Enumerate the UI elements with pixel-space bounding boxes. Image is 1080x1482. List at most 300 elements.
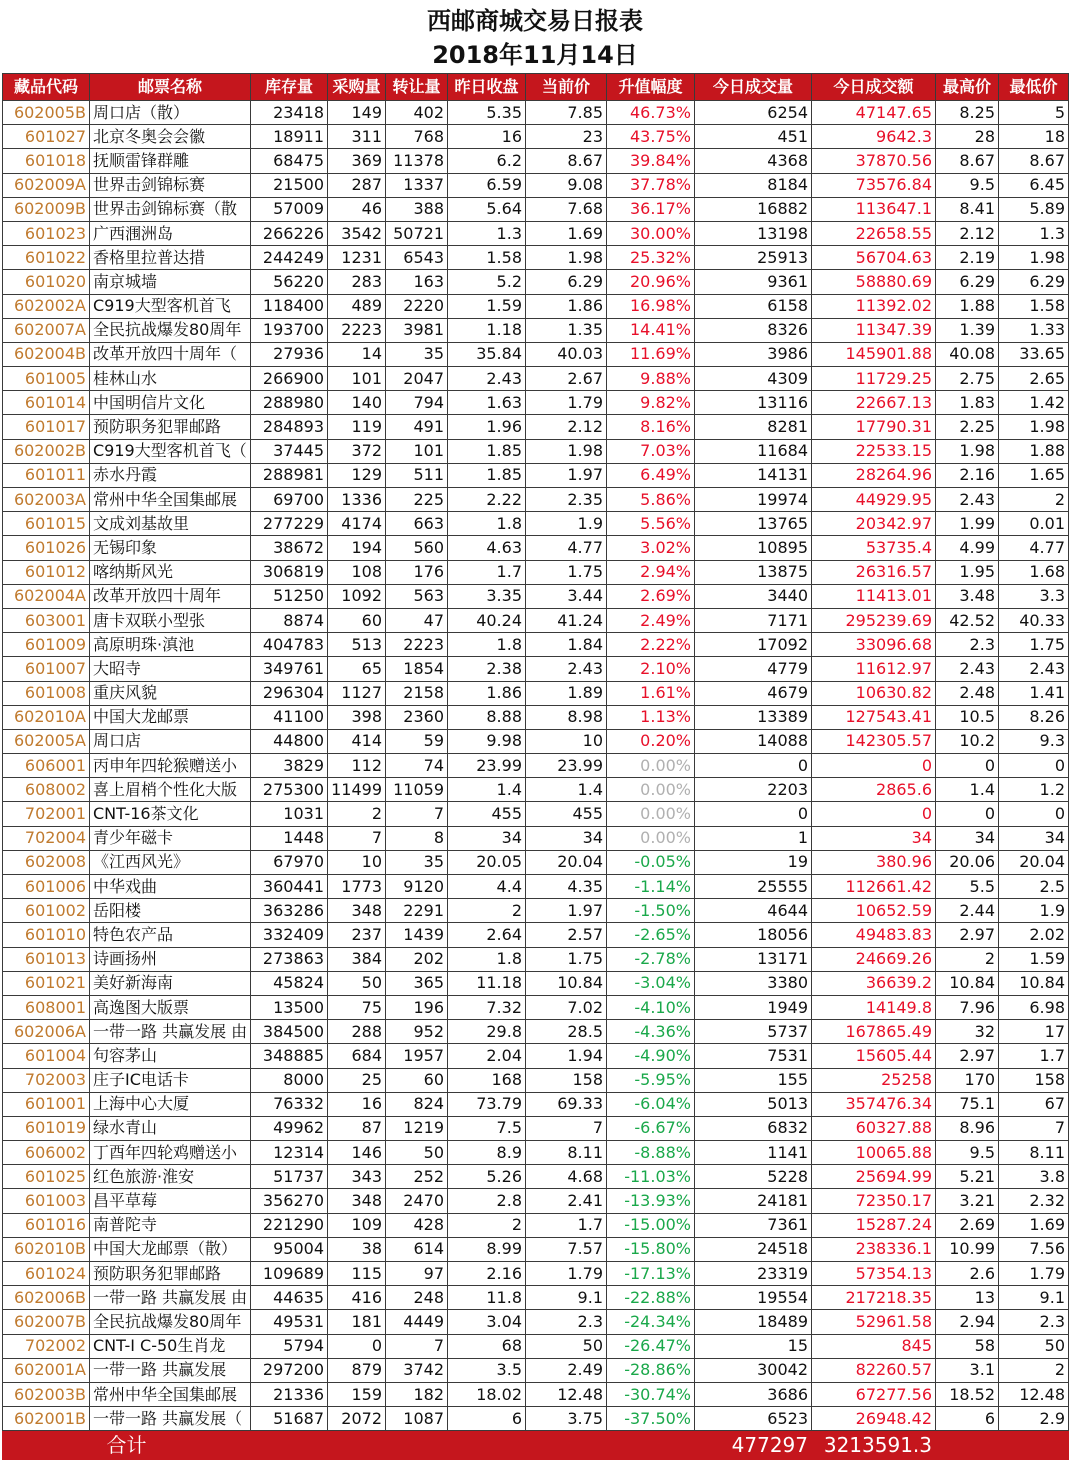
- cell-high: 1.39: [936, 318, 999, 342]
- cell-volume: 6832: [695, 1116, 812, 1140]
- cell-high: 2.12: [936, 221, 999, 245]
- cell-prev-close: 455: [448, 802, 526, 826]
- cell-volume: 17092: [695, 633, 812, 657]
- cell-purchase: 4174: [328, 512, 386, 536]
- cell-prev-close: 1.58: [448, 246, 526, 270]
- table-row: [3, 463, 1069, 487]
- cell-name: 改革开放四十周年（: [90, 342, 251, 366]
- cell-amount: 357476.34: [812, 1092, 936, 1116]
- cell-low: 2.32: [999, 1189, 1069, 1213]
- cell-low: 1.9: [999, 899, 1069, 923]
- cell-high: 1.95: [936, 560, 999, 584]
- cell-name: 《江西风光》: [90, 850, 251, 874]
- cell-stock: 266226: [251, 221, 328, 245]
- cell-volume: 1: [695, 826, 812, 850]
- cell-code: 601012: [3, 560, 90, 584]
- cell-stock: 5794: [251, 1334, 328, 1358]
- cell-prev-close: 168: [448, 1068, 526, 1092]
- cell-high: 1.83: [936, 391, 999, 415]
- cell-change: -4.36%: [607, 1020, 695, 1044]
- table-row: [3, 221, 1069, 245]
- cell-low: 40.33: [999, 608, 1069, 632]
- cell-high: 9.5: [936, 1141, 999, 1165]
- table-row: [3, 536, 1069, 560]
- cell-current-price: 23: [526, 125, 607, 149]
- cell-volume: 4644: [695, 899, 812, 923]
- cell-volume: 7531: [695, 1044, 812, 1068]
- cell-prev-close: 3.04: [448, 1310, 526, 1334]
- cell-volume: 2203: [695, 778, 812, 802]
- cell-name: 高逸图大版票: [90, 995, 251, 1019]
- cell-stock: 76332: [251, 1092, 328, 1116]
- cell-volume: 7171: [695, 608, 812, 632]
- cell-volume: 6254: [695, 101, 812, 125]
- cell-amount: 25258: [812, 1068, 936, 1092]
- cell-high: 5.5: [936, 875, 999, 899]
- cell-amount: 52961.58: [812, 1310, 936, 1334]
- table-row: [3, 657, 1069, 681]
- cell-transfer: 402: [386, 101, 448, 125]
- cell-purchase: 159: [328, 1382, 386, 1406]
- cell-current-price: 1.75: [526, 560, 607, 584]
- cell-change: 30.00%: [607, 221, 695, 245]
- cell-current-price: 7.02: [526, 995, 607, 1019]
- cell-change: 5.56%: [607, 512, 695, 536]
- table-row: [3, 995, 1069, 1019]
- cell-code: 601006: [3, 875, 90, 899]
- cell-low: 3.3: [999, 584, 1069, 608]
- cell-stock: 37445: [251, 439, 328, 463]
- cell-amount: 11347.39: [812, 318, 936, 342]
- table-body: [3, 101, 1069, 1431]
- cell-current-price: 23.99: [526, 754, 607, 778]
- cell-amount: 295239.69: [812, 608, 936, 632]
- cell-low: 4.77: [999, 536, 1069, 560]
- cell-name: 文成刘基故里: [90, 512, 251, 536]
- table-row: [3, 197, 1069, 221]
- cell-high: 3.48: [936, 584, 999, 608]
- cell-amount: 112661.42: [812, 875, 936, 899]
- cell-purchase: 129: [328, 463, 386, 487]
- cell-stock: 51250: [251, 584, 328, 608]
- cell-purchase: 65: [328, 657, 386, 681]
- cell-current-price: 4.68: [526, 1165, 607, 1189]
- cell-name: 青少年磁卡: [90, 826, 251, 850]
- cell-volume: 18489: [695, 1310, 812, 1334]
- cell-code: 601025: [3, 1165, 90, 1189]
- cell-current-price: 1.69: [526, 221, 607, 245]
- cell-transfer: 824: [386, 1092, 448, 1116]
- cell-prev-close: 68: [448, 1334, 526, 1358]
- cell-name: 预防职务犯罪邮路: [90, 415, 251, 439]
- cell-stock: 244249: [251, 246, 328, 270]
- cell-purchase: 2223: [328, 318, 386, 342]
- cell-prev-close: 73.79: [448, 1092, 526, 1116]
- cell-transfer: 163: [386, 270, 448, 294]
- table-row: [3, 1165, 1069, 1189]
- cell-volume: 3986: [695, 342, 812, 366]
- cell-current-price: 1.4: [526, 778, 607, 802]
- cell-change: 14.41%: [607, 318, 695, 342]
- cell-high: 8.67: [936, 149, 999, 173]
- cell-purchase: 87: [328, 1116, 386, 1140]
- cell-volume: 19554: [695, 1286, 812, 1310]
- cell-code: 602005A: [3, 729, 90, 753]
- cell-stock: 404783: [251, 633, 328, 657]
- cell-purchase: 7: [328, 826, 386, 850]
- cell-stock: 284893: [251, 415, 328, 439]
- cell-high: 2.48: [936, 681, 999, 705]
- cell-high: 9.5: [936, 173, 999, 197]
- cell-amount: 26948.42: [812, 1407, 936, 1431]
- cell-change: -5.95%: [607, 1068, 695, 1092]
- cell-change: -37.50%: [607, 1407, 695, 1431]
- cell-prev-close: 1.8: [448, 512, 526, 536]
- cell-amount: 22667.13: [812, 391, 936, 415]
- cell-stock: 360441: [251, 875, 328, 899]
- cell-name: 中国大龙邮票: [90, 705, 251, 729]
- cell-amount: 47147.65: [812, 101, 936, 125]
- cell-transfer: 6543: [386, 246, 448, 270]
- cell-high: 40.08: [936, 342, 999, 366]
- cell-low: 6.29: [999, 270, 1069, 294]
- cell-name: 喜上眉梢个性化大版: [90, 778, 251, 802]
- cell-high: 10.2: [936, 729, 999, 753]
- cell-high: 13: [936, 1286, 999, 1310]
- table-row: [3, 391, 1069, 415]
- cell-high: 10.5: [936, 705, 999, 729]
- cell-purchase: 283: [328, 270, 386, 294]
- cell-code: 602010A: [3, 705, 90, 729]
- cell-volume: 4368: [695, 149, 812, 173]
- cell-high: 75.1: [936, 1092, 999, 1116]
- cell-purchase: 146: [328, 1141, 386, 1165]
- cell-purchase: 181: [328, 1310, 386, 1334]
- table-row: [3, 488, 1069, 512]
- cell-change: -30.74%: [607, 1382, 695, 1406]
- table-row: [3, 270, 1069, 294]
- cell-volume: 3440: [695, 584, 812, 608]
- cell-transfer: 202: [386, 947, 448, 971]
- table-row: [3, 1213, 1069, 1237]
- cell-current-price: 8.11: [526, 1141, 607, 1165]
- cell-high: 6: [936, 1407, 999, 1431]
- cell-change: -4.10%: [607, 995, 695, 1019]
- cell-name: 红色旅游·淮安: [90, 1165, 251, 1189]
- cell-stock: 8874: [251, 608, 328, 632]
- cell-prev-close: 29.8: [448, 1020, 526, 1044]
- cell-code: 601013: [3, 947, 90, 971]
- cell-purchase: 25: [328, 1068, 386, 1092]
- cell-change: -2.65%: [607, 923, 695, 947]
- table-row: [3, 1310, 1069, 1334]
- cell-code: 602001B: [3, 1407, 90, 1431]
- cell-volume: 1949: [695, 995, 812, 1019]
- cell-current-price: 9.1: [526, 1286, 607, 1310]
- cell-amount: 142305.57: [812, 729, 936, 753]
- cell-current-price: 2.3: [526, 1310, 607, 1334]
- cell-purchase: 140: [328, 391, 386, 415]
- cell-prev-close: 1.4: [448, 778, 526, 802]
- cell-current-price: 10.84: [526, 971, 607, 995]
- cell-amount: 82260.57: [812, 1358, 936, 1382]
- table-row: [3, 125, 1069, 149]
- cell-purchase: 1231: [328, 246, 386, 270]
- cell-transfer: 50721: [386, 221, 448, 245]
- cell-high: 2.69: [936, 1213, 999, 1237]
- cell-stock: 44800: [251, 729, 328, 753]
- table-row: [3, 899, 1069, 923]
- cell-name: 桂林山水: [90, 367, 251, 391]
- cell-high: 28: [936, 125, 999, 149]
- cell-change: 2.94%: [607, 560, 695, 584]
- cell-prev-close: 2.43: [448, 367, 526, 391]
- cell-high: 2.43: [936, 488, 999, 512]
- cell-purchase: 879: [328, 1358, 386, 1382]
- cell-name: 无锡印象: [90, 536, 251, 560]
- cell-amount: 73576.84: [812, 173, 936, 197]
- table-row: [3, 875, 1069, 899]
- cell-low: 8.26: [999, 705, 1069, 729]
- cell-volume: 3380: [695, 971, 812, 995]
- cell-low: 1.41: [999, 681, 1069, 705]
- cell-name: 香格里拉普达措: [90, 246, 251, 270]
- cell-stock: 12314: [251, 1141, 328, 1165]
- table-row: [3, 802, 1069, 826]
- cell-name: C919大型客机首飞（: [90, 439, 251, 463]
- cell-code: 601026: [3, 536, 90, 560]
- cell-high: 2.97: [936, 923, 999, 947]
- cell-purchase: 101: [328, 367, 386, 391]
- cell-volume: 24518: [695, 1237, 812, 1261]
- cell-code: 702002: [3, 1334, 90, 1358]
- cell-prev-close: 1.59: [448, 294, 526, 318]
- header-stock: 库存量: [251, 74, 328, 101]
- cell-change: 3.02%: [607, 536, 695, 560]
- cell-transfer: 2360: [386, 705, 448, 729]
- cell-low: 158: [999, 1068, 1069, 1092]
- cell-change: -0.05%: [607, 850, 695, 874]
- cell-low: 1.58: [999, 294, 1069, 318]
- cell-stock: 69700: [251, 488, 328, 512]
- cell-name: 广西涠洲岛: [90, 221, 251, 245]
- cell-low: 1.69: [999, 1213, 1069, 1237]
- table-row: [3, 778, 1069, 802]
- cell-transfer: 2047: [386, 367, 448, 391]
- cell-transfer: 4449: [386, 1310, 448, 1334]
- cell-name: 抚顺雷锋群雕: [90, 149, 251, 173]
- cell-name: 中华戏曲: [90, 875, 251, 899]
- table-row: [3, 1407, 1069, 1431]
- cell-prev-close: 34: [448, 826, 526, 850]
- cell-current-price: 3.44: [526, 584, 607, 608]
- table-row: [3, 1286, 1069, 1310]
- cell-low: 67: [999, 1092, 1069, 1116]
- table-row: [3, 971, 1069, 995]
- cell-name: 常州中华全国集邮展: [90, 1382, 251, 1406]
- cell-name: 南京城墙: [90, 270, 251, 294]
- cell-code: 601009: [3, 633, 90, 657]
- cell-prev-close: 2.22: [448, 488, 526, 512]
- report-date: 2018年11月14日: [432, 41, 638, 69]
- cell-current-price: 2.49: [526, 1358, 607, 1382]
- cell-amount: 238336.1: [812, 1237, 936, 1261]
- total-spacer-end: [936, 1431, 1069, 1460]
- cell-transfer: 388: [386, 197, 448, 221]
- table-row: [3, 681, 1069, 705]
- cell-volume: 14131: [695, 463, 812, 487]
- cell-high: 0: [936, 802, 999, 826]
- cell-stock: 45824: [251, 971, 328, 995]
- cell-amount: 845: [812, 1334, 936, 1358]
- cell-prev-close: 5.35: [448, 101, 526, 125]
- cell-change: 2.10%: [607, 657, 695, 681]
- cell-volume: 13389: [695, 705, 812, 729]
- total-amount: 3213591.3: [812, 1431, 936, 1460]
- cell-prev-close: 2: [448, 899, 526, 923]
- cell-purchase: 60: [328, 608, 386, 632]
- cell-current-price: 8.98: [526, 705, 607, 729]
- cell-volume: 19: [695, 850, 812, 874]
- cell-change: -15.00%: [607, 1213, 695, 1237]
- cell-purchase: 46: [328, 197, 386, 221]
- cell-change: 0.00%: [607, 802, 695, 826]
- cell-code: 601003: [3, 1189, 90, 1213]
- table-row: [3, 923, 1069, 947]
- cell-stock: 193700: [251, 318, 328, 342]
- cell-name: 昌平草莓: [90, 1189, 251, 1213]
- cell-volume: 3686: [695, 1382, 812, 1406]
- cell-low: 2.9: [999, 1407, 1069, 1431]
- cell-stock: 288980: [251, 391, 328, 415]
- cell-purchase: 108: [328, 560, 386, 584]
- cell-name: 改革开放四十周年: [90, 584, 251, 608]
- cell-code: 702003: [3, 1068, 90, 1092]
- cell-current-price: 50: [526, 1334, 607, 1358]
- cell-volume: 5013: [695, 1092, 812, 1116]
- cell-code: 608002: [3, 778, 90, 802]
- cell-prev-close: 6: [448, 1407, 526, 1431]
- table-row: [3, 754, 1069, 778]
- cell-purchase: 109: [328, 1213, 386, 1237]
- cell-volume: 25913: [695, 246, 812, 270]
- cell-purchase: 75: [328, 995, 386, 1019]
- cell-change: -1.14%: [607, 875, 695, 899]
- cell-change: 11.69%: [607, 342, 695, 366]
- cell-amount: 11413.01: [812, 584, 936, 608]
- cell-name: 高原明珠·滇池: [90, 633, 251, 657]
- cell-stock: 95004: [251, 1237, 328, 1261]
- cell-current-price: 158: [526, 1068, 607, 1092]
- cell-stock: 297200: [251, 1358, 328, 1382]
- daily-report-table: [2, 73, 1069, 1460]
- cell-current-price: 20.04: [526, 850, 607, 874]
- cell-volume: 24181: [695, 1189, 812, 1213]
- table-row: [3, 246, 1069, 270]
- table-row: [3, 1382, 1069, 1406]
- cell-change: -4.90%: [607, 1044, 695, 1068]
- cell-volume: 15: [695, 1334, 812, 1358]
- cell-current-price: 1.7: [526, 1213, 607, 1237]
- cell-volume: 13198: [695, 221, 812, 245]
- cell-high: 2.94: [936, 1310, 999, 1334]
- cell-stock: 49962: [251, 1116, 328, 1140]
- cell-purchase: 288: [328, 1020, 386, 1044]
- cell-transfer: 560: [386, 536, 448, 560]
- cell-change: 6.49%: [607, 463, 695, 487]
- cell-transfer: 663: [386, 512, 448, 536]
- cell-code: 608001: [3, 995, 90, 1019]
- cell-transfer: 1219: [386, 1116, 448, 1140]
- cell-current-price: 1.97: [526, 899, 607, 923]
- cell-name: 一带一路 共赢发展（: [90, 1407, 251, 1431]
- cell-stock: 44635: [251, 1286, 328, 1310]
- cell-high: 8.96: [936, 1116, 999, 1140]
- cell-volume: 8326: [695, 318, 812, 342]
- cell-name: 绿水青山: [90, 1116, 251, 1140]
- cell-current-price: 40.03: [526, 342, 607, 366]
- cell-transfer: 428: [386, 1213, 448, 1237]
- cell-amount: 217218.35: [812, 1286, 936, 1310]
- cell-transfer: 11059: [386, 778, 448, 802]
- cell-code: 602007B: [3, 1310, 90, 1334]
- cell-current-price: 69.33: [526, 1092, 607, 1116]
- cell-purchase: 1127: [328, 681, 386, 705]
- cell-purchase: 194: [328, 536, 386, 560]
- cell-name: 诗画扬州: [90, 947, 251, 971]
- cell-current-price: 1.98: [526, 439, 607, 463]
- cell-change: -28.86%: [607, 1358, 695, 1382]
- cell-change: -2.78%: [607, 947, 695, 971]
- header-purchase: 采购量: [328, 74, 386, 101]
- cell-purchase: 348: [328, 899, 386, 923]
- cell-low: 0.01: [999, 512, 1069, 536]
- cell-change: 2.22%: [607, 633, 695, 657]
- cell-current-price: 10: [526, 729, 607, 753]
- cell-change: -22.88%: [607, 1286, 695, 1310]
- cell-current-price: 34: [526, 826, 607, 850]
- cell-current-price: 2.41: [526, 1189, 607, 1213]
- cell-high: 1.98: [936, 439, 999, 463]
- cell-stock: 3829: [251, 754, 328, 778]
- cell-stock: 21336: [251, 1382, 328, 1406]
- cell-transfer: 511: [386, 463, 448, 487]
- cell-purchase: 0: [328, 1334, 386, 1358]
- cell-stock: 51737: [251, 1165, 328, 1189]
- cell-transfer: 3742: [386, 1358, 448, 1382]
- cell-stock: 275300: [251, 778, 328, 802]
- cell-high: 2.6: [936, 1262, 999, 1286]
- cell-code: 602002A: [3, 294, 90, 318]
- table-row: [3, 101, 1069, 125]
- cell-current-price: 12.48: [526, 1382, 607, 1406]
- report-title: 西邮商城交易日报表: [427, 7, 643, 35]
- cell-amount: 36639.2: [812, 971, 936, 995]
- table-row: [3, 560, 1069, 584]
- header-high: 最高价: [936, 74, 999, 101]
- cell-code: 601021: [3, 971, 90, 995]
- cell-amount: 20342.97: [812, 512, 936, 536]
- cell-volume: 23319: [695, 1262, 812, 1286]
- cell-name: 句容茅山: [90, 1044, 251, 1068]
- cell-prev-close: 2.8: [448, 1189, 526, 1213]
- cell-current-price: 7.85: [526, 101, 607, 125]
- cell-stock: 363286: [251, 899, 328, 923]
- cell-low: 2.02: [999, 923, 1069, 947]
- cell-name: 常州中华全国集邮展: [90, 488, 251, 512]
- cell-stock: 266900: [251, 367, 328, 391]
- cell-stock: 277229: [251, 512, 328, 536]
